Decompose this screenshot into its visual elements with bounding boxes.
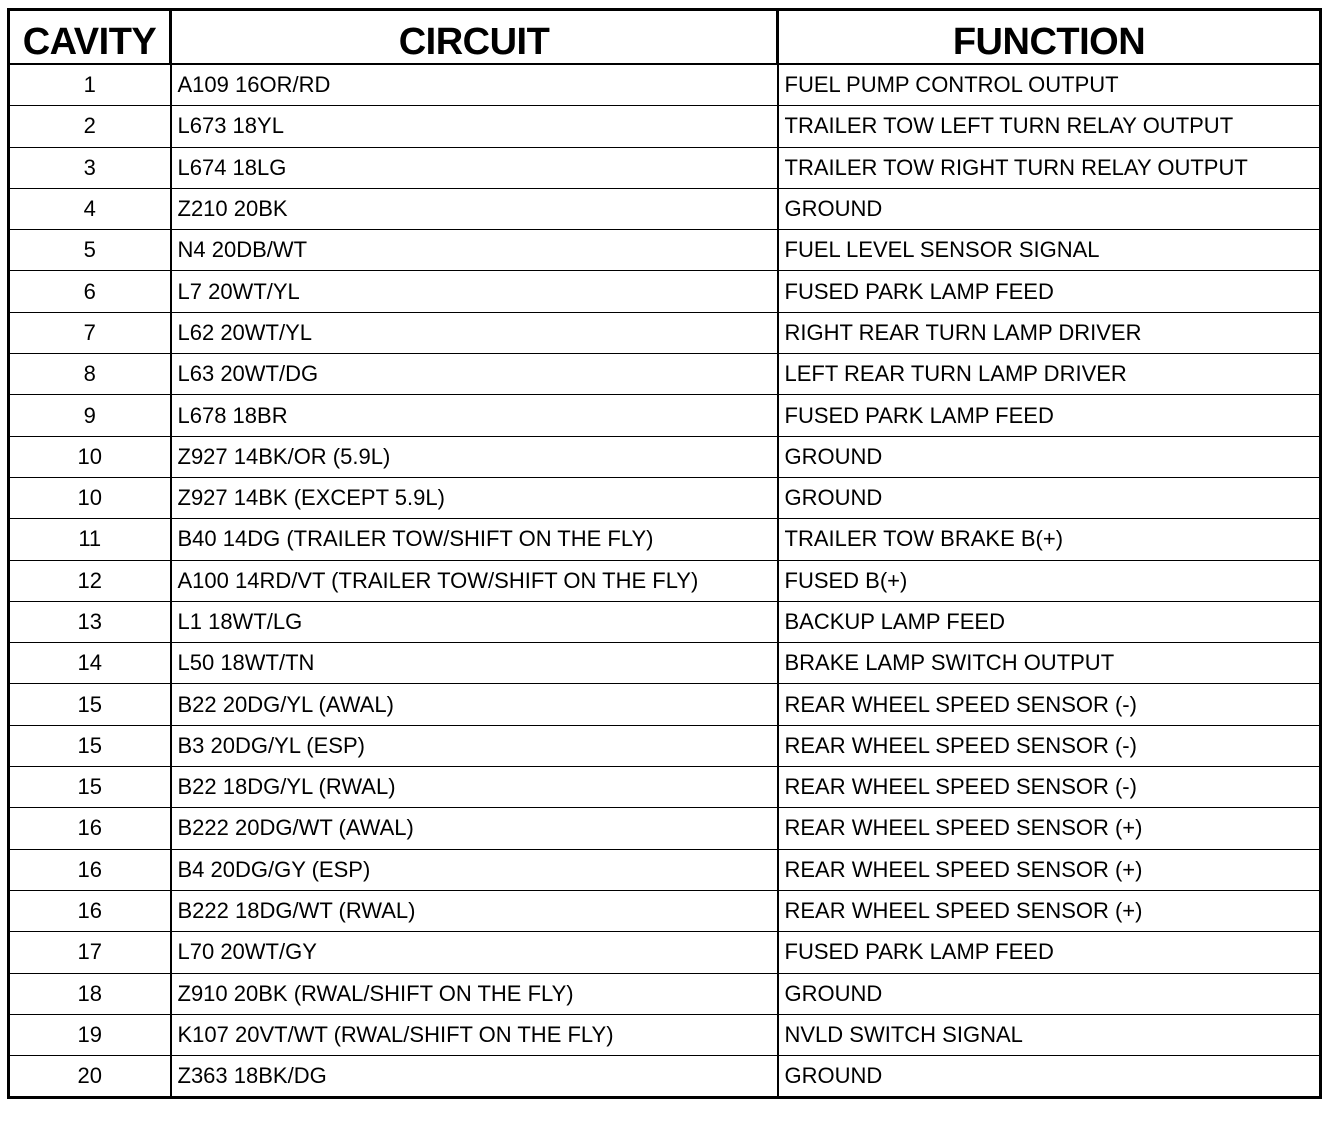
cell-function: REAR WHEEL SPEED SENSOR (+) [778, 808, 1321, 849]
cell-cavity: 19 [9, 1014, 171, 1055]
cell-cavity: 15 [9, 725, 171, 766]
cell-circuit: B3 20DG/YL (ESP) [171, 725, 778, 766]
cell-circuit: Z927 14BK (EXCEPT 5.9L) [171, 477, 778, 518]
cell-circuit: B4 20DG/GY (ESP) [171, 849, 778, 890]
cell-circuit: L62 20WT/YL [171, 312, 778, 353]
cell-circuit: Z210 20BK [171, 188, 778, 229]
cell-function: FUSED PARK LAMP FEED [778, 932, 1321, 973]
cell-circuit: B222 20DG/WT (AWAL) [171, 808, 778, 849]
table-row [9, 64, 1321, 106]
table-row [9, 932, 1321, 973]
cell-circuit: L678 18BR [171, 395, 778, 436]
cell-cavity: 8 [9, 354, 171, 395]
cell-circuit: A100 14RD/VT (TRAILER TOW/SHIFT ON THE FLY) [171, 560, 778, 601]
cell-cavity: 17 [9, 932, 171, 973]
cell-function: LEFT REAR TURN LAMP DRIVER [778, 354, 1321, 395]
cell-circuit: L63 20WT/DG [171, 354, 778, 395]
cell-circuit: B22 18DG/YL (RWAL) [171, 767, 778, 808]
cell-cavity: 7 [9, 312, 171, 353]
cell-function: GROUND [778, 973, 1321, 1014]
table-row [9, 312, 1321, 353]
cell-circuit: Z910 20BK (RWAL/SHIFT ON THE FLY) [171, 973, 778, 1014]
cell-function: GROUND [778, 436, 1321, 477]
cell-function: REAR WHEEL SPEED SENSOR (-) [778, 684, 1321, 725]
cell-circuit: L50 18WT/TN [171, 643, 778, 684]
cell-cavity: 4 [9, 188, 171, 229]
cell-circuit: A109 16OR/RD [171, 64, 778, 106]
table-row [9, 808, 1321, 849]
cell-circuit: L1 18WT/LG [171, 601, 778, 642]
connector-pinout-table [7, 8, 1322, 1099]
cell-function: GROUND [778, 188, 1321, 229]
cell-function: TRAILER TOW BRAKE B(+) [778, 519, 1321, 560]
cell-circuit: B22 20DG/YL (AWAL) [171, 684, 778, 725]
cell-function: BRAKE LAMP SWITCH OUTPUT [778, 643, 1321, 684]
cell-cavity: 3 [9, 147, 171, 188]
cell-function: REAR WHEEL SPEED SENSOR (-) [778, 767, 1321, 808]
cell-cavity: 2 [9, 106, 171, 147]
table-row [9, 725, 1321, 766]
cell-circuit: L673 18YL [171, 106, 778, 147]
table-row [9, 767, 1321, 808]
cell-circuit: Z363 18BK/DG [171, 1056, 778, 1098]
cell-cavity: 12 [9, 560, 171, 601]
cell-circuit: K107 20VT/WT (RWAL/SHIFT ON THE FLY) [171, 1014, 778, 1055]
cell-function: GROUND [778, 477, 1321, 518]
table-row [9, 973, 1321, 1014]
table-row [9, 477, 1321, 518]
cell-cavity: 9 [9, 395, 171, 436]
cell-cavity: 18 [9, 973, 171, 1014]
cell-circuit: B222 18DG/WT (RWAL) [171, 890, 778, 931]
cell-function: BACKUP LAMP FEED [778, 601, 1321, 642]
table-row [9, 684, 1321, 725]
table-row [9, 643, 1321, 684]
cell-cavity: 6 [9, 271, 171, 312]
table-row [9, 601, 1321, 642]
table-row [9, 188, 1321, 229]
cell-function: REAR WHEEL SPEED SENSOR (-) [778, 725, 1321, 766]
cell-function: NVLD SWITCH SIGNAL [778, 1014, 1321, 1055]
table-row [9, 147, 1321, 188]
cell-function: FUSED PARK LAMP FEED [778, 395, 1321, 436]
cell-function: FUSED B(+) [778, 560, 1321, 601]
cell-cavity: 1 [9, 64, 171, 106]
cell-cavity: 16 [9, 808, 171, 849]
cell-circuit: Z927 14BK/OR (5.9L) [171, 436, 778, 477]
cell-function: FUEL LEVEL SENSOR SIGNAL [778, 230, 1321, 271]
cell-cavity: 15 [9, 684, 171, 725]
table-row [9, 519, 1321, 560]
cell-function: REAR WHEEL SPEED SENSOR (+) [778, 849, 1321, 890]
cell-cavity: 5 [9, 230, 171, 271]
table-row [9, 395, 1321, 436]
cell-circuit: L70 20WT/GY [171, 932, 778, 973]
cell-function: GROUND [778, 1056, 1321, 1098]
header-cavity: CAVITY [9, 10, 171, 65]
header-circuit: CIRCUIT [171, 10, 778, 65]
cell-function: RIGHT REAR TURN LAMP DRIVER [778, 312, 1321, 353]
table-body [9, 64, 1321, 1098]
cell-circuit: N4 20DB/WT [171, 230, 778, 271]
cell-cavity: 15 [9, 767, 171, 808]
table-row [9, 1056, 1321, 1098]
table-row [9, 354, 1321, 395]
cell-circuit: L7 20WT/YL [171, 271, 778, 312]
cell-function: TRAILER TOW RIGHT TURN RELAY OUTPUT [778, 147, 1321, 188]
cell-cavity: 20 [9, 1056, 171, 1098]
cell-cavity: 13 [9, 601, 171, 642]
table-row [9, 436, 1321, 477]
table-row [9, 1014, 1321, 1055]
cell-cavity: 10 [9, 436, 171, 477]
header-row [9, 10, 1321, 65]
table-row [9, 890, 1321, 931]
cell-function: FUEL PUMP CONTROL OUTPUT [778, 64, 1321, 106]
table-row [9, 230, 1321, 271]
cell-function: REAR WHEEL SPEED SENSOR (+) [778, 890, 1321, 931]
cell-cavity: 16 [9, 849, 171, 890]
cell-function: TRAILER TOW LEFT TURN RELAY OUTPUT [778, 106, 1321, 147]
header-function: FUNCTION [778, 10, 1321, 65]
cell-circuit: L674 18LG [171, 147, 778, 188]
table-row [9, 560, 1321, 601]
cell-cavity: 11 [9, 519, 171, 560]
cell-cavity: 16 [9, 890, 171, 931]
cell-cavity: 10 [9, 477, 171, 518]
cell-circuit: B40 14DG (TRAILER TOW/SHIFT ON THE FLY) [171, 519, 778, 560]
table-row [9, 106, 1321, 147]
table-row [9, 271, 1321, 312]
cell-function: FUSED PARK LAMP FEED [778, 271, 1321, 312]
cell-cavity: 14 [9, 643, 171, 684]
table-row [9, 849, 1321, 890]
